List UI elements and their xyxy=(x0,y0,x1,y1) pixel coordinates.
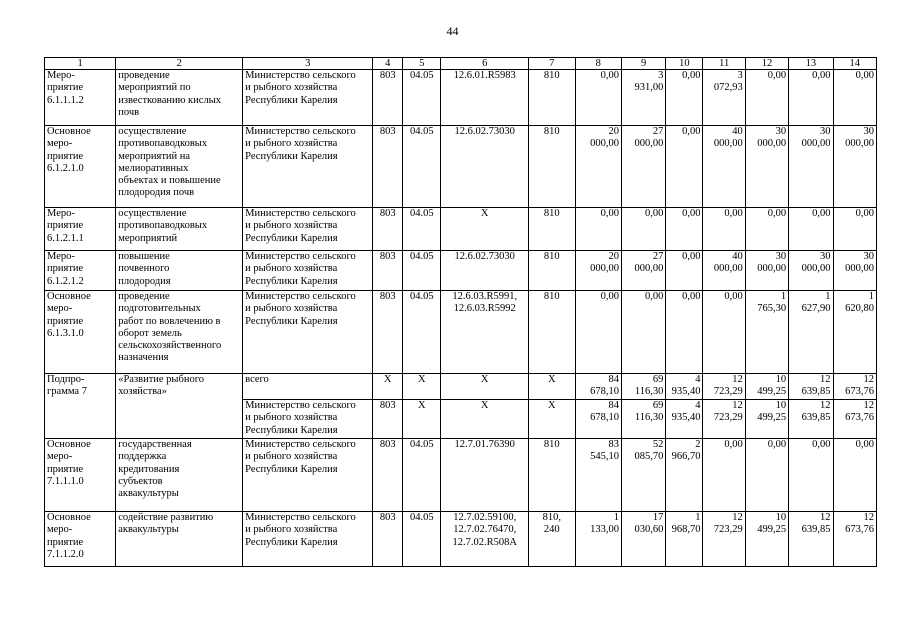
cell-col-6: 12.7.02.59100, 12.7.02.76470, 12.7.02.R508A xyxy=(441,512,529,567)
cell-col-11: 40 000,00 xyxy=(703,251,745,291)
cell-col-12: 10 499,25 xyxy=(745,400,788,439)
cell-col-13: 0,00 xyxy=(789,70,833,126)
cell-col-8: 1 133,00 xyxy=(575,512,621,567)
page-number: 44 xyxy=(446,24,459,38)
cell-col-12: 10 499,25 xyxy=(745,512,788,567)
cell-col-6: 12.7.01.76390 xyxy=(441,439,529,512)
cell-col-10: 0,00 xyxy=(666,251,703,291)
cell-col-12: 30 000,00 xyxy=(745,126,788,208)
cell-col-5: Х xyxy=(403,374,441,400)
cell-col-4: Х xyxy=(373,374,403,400)
table-row xyxy=(45,208,877,251)
header-cell-10: 10 xyxy=(666,58,703,70)
cell-col-9: 0,00 xyxy=(621,208,665,251)
cell-col-7: 810 xyxy=(529,208,575,251)
cell-col-1: Меро- приятие 6.1.1.1.2 xyxy=(45,70,116,126)
cell-col-5: 04.05 xyxy=(403,208,441,251)
cell-col-8: 0,00 xyxy=(575,70,621,126)
cell-col-12: 30 000,00 xyxy=(745,251,788,291)
cell-col-1: Основное меро- приятие 7.1.1.1.0 xyxy=(45,439,116,512)
cell-col-5: 04.05 xyxy=(403,439,441,512)
cell-col-9: 27 000,00 xyxy=(621,251,665,291)
cell-col-13: 12 639,85 xyxy=(789,374,833,400)
cell-col-3: Министерство сельского и рыбного хозяйства Республики Карелия xyxy=(243,439,373,512)
cell-col-8: 84 678,10 xyxy=(575,400,621,439)
cell-col-6: Х xyxy=(441,374,529,400)
table-row xyxy=(45,512,877,567)
cell-col-9: 52 085,70 xyxy=(621,439,665,512)
cell-col-13: 0,00 xyxy=(789,208,833,251)
cell-col-11: 12 723,29 xyxy=(703,374,745,400)
cell-col-12: 0,00 xyxy=(745,439,788,512)
table-row xyxy=(45,70,877,126)
cell-col-12: 1 765,30 xyxy=(745,291,788,374)
cell-col-14: 12 673,76 xyxy=(833,400,876,439)
header-row xyxy=(45,58,877,70)
cell-col-2: государственная поддержка кредитования субъектов аквакультуры xyxy=(116,439,243,512)
cell-col-14: 12 673,76 xyxy=(833,374,876,400)
header-cell-3: 3 xyxy=(243,58,373,70)
cell-col-5: 04.05 xyxy=(403,251,441,291)
cell-col-14: 1 620,80 xyxy=(833,291,876,374)
cell-col-5: 04.05 xyxy=(403,512,441,567)
cell-col-11: 0,00 xyxy=(703,439,745,512)
cell-col-9: 69 116,30 xyxy=(621,400,665,439)
cell-col-9: 69 116,30 xyxy=(621,374,665,400)
cell-col-8: 84 678,10 xyxy=(575,374,621,400)
cell-col-8: 20 000,00 xyxy=(575,251,621,291)
table-row xyxy=(45,251,877,291)
cell-col-3: Министерство сельского и рыбного хозяйства Республики Карелия xyxy=(243,70,373,126)
cell-col-11: 12 723,29 xyxy=(703,400,745,439)
cell-col-13: 30 000,00 xyxy=(789,126,833,208)
cell-col-8: 20 000,00 xyxy=(575,126,621,208)
cell-col-5: 04.05 xyxy=(403,291,441,374)
cell-col-3: Министерство сельского и рыбного хозяйства Республики Карелия xyxy=(243,251,373,291)
subprogram-title: «Развитие рыбного хозяйства» xyxy=(116,374,243,439)
cell-col-7: 810 xyxy=(529,126,575,208)
cell-col-7: 810 xyxy=(529,251,575,291)
cell-col-10: 4 935,40 xyxy=(666,400,703,439)
header-cell-14: 14 xyxy=(833,58,876,70)
cell-col-6: 12.6.02.73030 xyxy=(441,251,529,291)
cell-col-3: Министерство сельского и рыбного хозяйства Республики Карелия xyxy=(243,291,373,374)
cell-col-2: проведение мероприятий по известкованию кислых почв xyxy=(116,70,243,126)
table-row xyxy=(45,439,877,512)
cell-col-14: 0,00 xyxy=(833,208,876,251)
cell-col-2: содействие развитию аквакультуры xyxy=(116,512,243,567)
cell-col-2: осуществление противопаводковых мероприятий на мелиоративных объектах и повышение плодородия почв xyxy=(116,126,243,208)
header-cell-11: 11 xyxy=(703,58,745,70)
cell-col-6: Х xyxy=(441,400,529,439)
cell-col-5: 04.05 xyxy=(403,70,441,126)
cell-col-4: 803 xyxy=(373,70,403,126)
cell-col-14: 0,00 xyxy=(833,439,876,512)
header-cell-12: 12 xyxy=(745,58,788,70)
cell-col-7: 810, 240 xyxy=(529,512,575,567)
cell-col-10: 4 935,40 xyxy=(666,374,703,400)
header-cell-6: 6 xyxy=(441,58,529,70)
cell-col-6: Х xyxy=(441,208,529,251)
cell-col-13: 1 627,90 xyxy=(789,291,833,374)
cell-col-5: Х xyxy=(403,400,441,439)
cell-col-7: Х xyxy=(529,400,575,439)
cell-col-7: 810 xyxy=(529,439,575,512)
cell-col-9: 17 030,60 xyxy=(621,512,665,567)
header-cell-5: 5 xyxy=(403,58,441,70)
cell-col-11: 40 000,00 xyxy=(703,126,745,208)
header-cell-4: 4 xyxy=(373,58,403,70)
cell-col-4: 803 xyxy=(373,291,403,374)
cell-col-7: 810 xyxy=(529,291,575,374)
cell-col-3: Министерство сельского и рыбного хозяйства Республики Карелия xyxy=(243,400,373,439)
cell-col-12: 10 499,25 xyxy=(745,374,788,400)
cell-col-1: Меро- приятие 6.1.2.1.2 xyxy=(45,251,116,291)
table-row xyxy=(45,126,877,208)
cell-col-9: 3 931,00 xyxy=(621,70,665,126)
cell-col-8: 0,00 xyxy=(575,208,621,251)
cell-col-3: Министерство сельского и рыбного хозяйства Республики Карелия xyxy=(243,126,373,208)
cell-col-11: 0,00 xyxy=(703,208,745,251)
cell-col-6: 12.6.01.R5983 xyxy=(441,70,529,126)
cell-col-4: 803 xyxy=(373,400,403,439)
header-cell-8: 8 xyxy=(575,58,621,70)
header-cell-1: 1 xyxy=(45,58,116,70)
cell-col-11: 3 072,93 xyxy=(703,70,745,126)
cell-col-10: 2 966,70 xyxy=(666,439,703,512)
cell-col-4: 803 xyxy=(373,439,403,512)
cell-col-10: 0,00 xyxy=(666,208,703,251)
cell-col-3: всего xyxy=(243,374,373,400)
cell-col-3: Министерство сельского и рыбного хозяйства Республики Карелия xyxy=(243,512,373,567)
cell-col-1: Основное меро- приятие 6.1.3.1.0 xyxy=(45,291,116,374)
cell-col-4: 803 xyxy=(373,126,403,208)
cell-col-2: проведение подготовительных работ по вовлечению в оборот земель сельскохозяйственного назначения xyxy=(116,291,243,374)
cell-col-11: 12 723,29 xyxy=(703,512,745,567)
cell-col-4: 803 xyxy=(373,208,403,251)
cell-col-5: 04.05 xyxy=(403,126,441,208)
cell-col-4: 803 xyxy=(373,512,403,567)
cell-col-14: 30 000,00 xyxy=(833,126,876,208)
header-cell-13: 13 xyxy=(789,58,833,70)
cell-col-14: 0,00 xyxy=(833,70,876,126)
subprogram-label: Подпро- грамма 7 xyxy=(45,374,116,439)
cell-col-13: 12 639,85 xyxy=(789,400,833,439)
cell-col-6: 12.6.02.73030 xyxy=(441,126,529,208)
cell-col-12: 0,00 xyxy=(745,70,788,126)
header-cell-2: 2 xyxy=(116,58,243,70)
cell-col-1: Основное меро- приятие 7.1.1.2.0 xyxy=(45,512,116,567)
cell-col-8: 0,00 xyxy=(575,291,621,374)
cell-col-2: повышение почвенного плодородия xyxy=(116,251,243,291)
cell-col-6: 12.6.03.R5991, 12.6.03.R5992 xyxy=(441,291,529,374)
cell-col-10: 0,00 xyxy=(666,126,703,208)
header-cell-7: 7 xyxy=(529,58,575,70)
cell-col-9: 27 000,00 xyxy=(621,126,665,208)
cell-col-10: 0,00 xyxy=(666,291,703,374)
cell-col-14: 30 000,00 xyxy=(833,251,876,291)
cell-col-8: 83 545,10 xyxy=(575,439,621,512)
cell-col-1: Меро- приятие 6.1.2.1.1 xyxy=(45,208,116,251)
cell-col-13: 12 639,85 xyxy=(789,512,833,567)
cell-col-12: 0,00 xyxy=(745,208,788,251)
cell-col-1: Основное меро- приятие 6.1.2.1.0 xyxy=(45,126,116,208)
cell-col-10: 0,00 xyxy=(666,70,703,126)
cell-col-3: Министерство сельского и рыбного хозяйства Республики Карелия xyxy=(243,208,373,251)
cell-col-13: 30 000,00 xyxy=(789,251,833,291)
cell-col-2: осуществление противопаводковых мероприятий xyxy=(116,208,243,251)
cell-col-7: Х xyxy=(529,374,575,400)
budget-table xyxy=(44,57,877,567)
header-cell-9: 9 xyxy=(621,58,665,70)
subprogram-total-row xyxy=(45,374,877,400)
cell-col-13: 0,00 xyxy=(789,439,833,512)
cell-col-11: 0,00 xyxy=(703,291,745,374)
table-row xyxy=(45,291,877,374)
cell-col-7: 810 xyxy=(529,70,575,126)
cell-col-10: 1 968,70 xyxy=(666,512,703,567)
cell-col-4: 803 xyxy=(373,251,403,291)
cell-col-9: 0,00 xyxy=(621,291,665,374)
cell-col-14: 12 673,76 xyxy=(833,512,876,567)
